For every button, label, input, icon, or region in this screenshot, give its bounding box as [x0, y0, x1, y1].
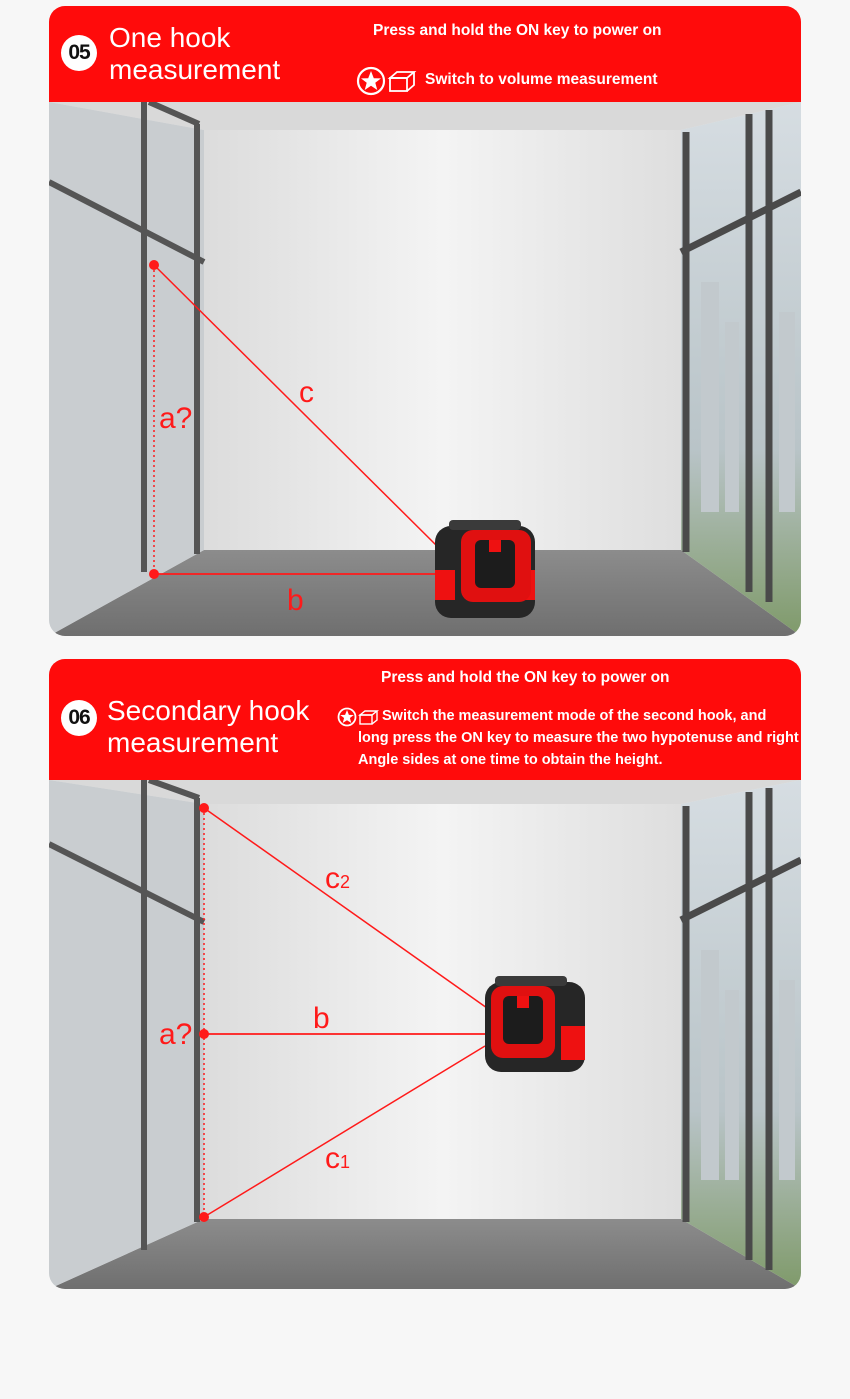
section-title-line2: measurement	[107, 727, 279, 758]
laser-tape-measure-device	[485, 976, 585, 1072]
one-hook-card	[49, 6, 801, 636]
point-middle	[200, 1030, 209, 1039]
point-top	[200, 804, 209, 813]
label-b: b	[313, 1002, 330, 1035]
label-c2: c2	[325, 862, 351, 895]
point-bottom	[150, 570, 159, 579]
point-bottom	[200, 1213, 209, 1222]
section-title-line1: Secondary hook	[107, 695, 310, 726]
mode-icons	[356, 66, 418, 96]
star-wheel-icon	[358, 68, 384, 94]
cube-outline-icon	[390, 72, 414, 91]
back-wall	[204, 804, 681, 1219]
section-banner	[49, 659, 801, 780]
label-c1: c1	[325, 1142, 351, 1175]
label-a: a?	[159, 402, 193, 435]
section-title	[109, 22, 280, 86]
section-number-badge: 05	[61, 35, 97, 71]
label-a: a?	[159, 1018, 193, 1051]
section-title-line1: One hook	[109, 22, 231, 53]
point-top	[150, 261, 159, 270]
room-scene-svg	[49, 102, 801, 636]
room-illustration	[49, 780, 801, 1289]
mode-instruction: Switch to volume measurement	[425, 71, 658, 88]
label-c: c	[299, 376, 314, 409]
room-illustration	[49, 102, 801, 636]
section-number-badge: 06	[61, 700, 97, 736]
mode-instruction: Switch the measurement mode of the second hook, and long press the ON key to measure the two hypotenuse and right Angle sides at one time to obtain the height.	[358, 708, 799, 768]
section-title-line2: measurement	[109, 54, 281, 85]
power-on-instruction: Press and hold the ON key to power on	[381, 669, 670, 686]
laser-tape-measure-device	[435, 520, 535, 618]
secondary-hook-card	[49, 659, 801, 1289]
room-scene-svg	[49, 780, 801, 1289]
power-on-instruction: Press and hold the ON key to power on	[373, 22, 662, 39]
back-wall	[204, 130, 681, 550]
section-title	[107, 695, 309, 759]
star-wheel-icon	[339, 709, 356, 726]
label-b: b	[287, 584, 304, 617]
section-banner	[49, 6, 801, 102]
left-window-wall	[49, 102, 204, 636]
